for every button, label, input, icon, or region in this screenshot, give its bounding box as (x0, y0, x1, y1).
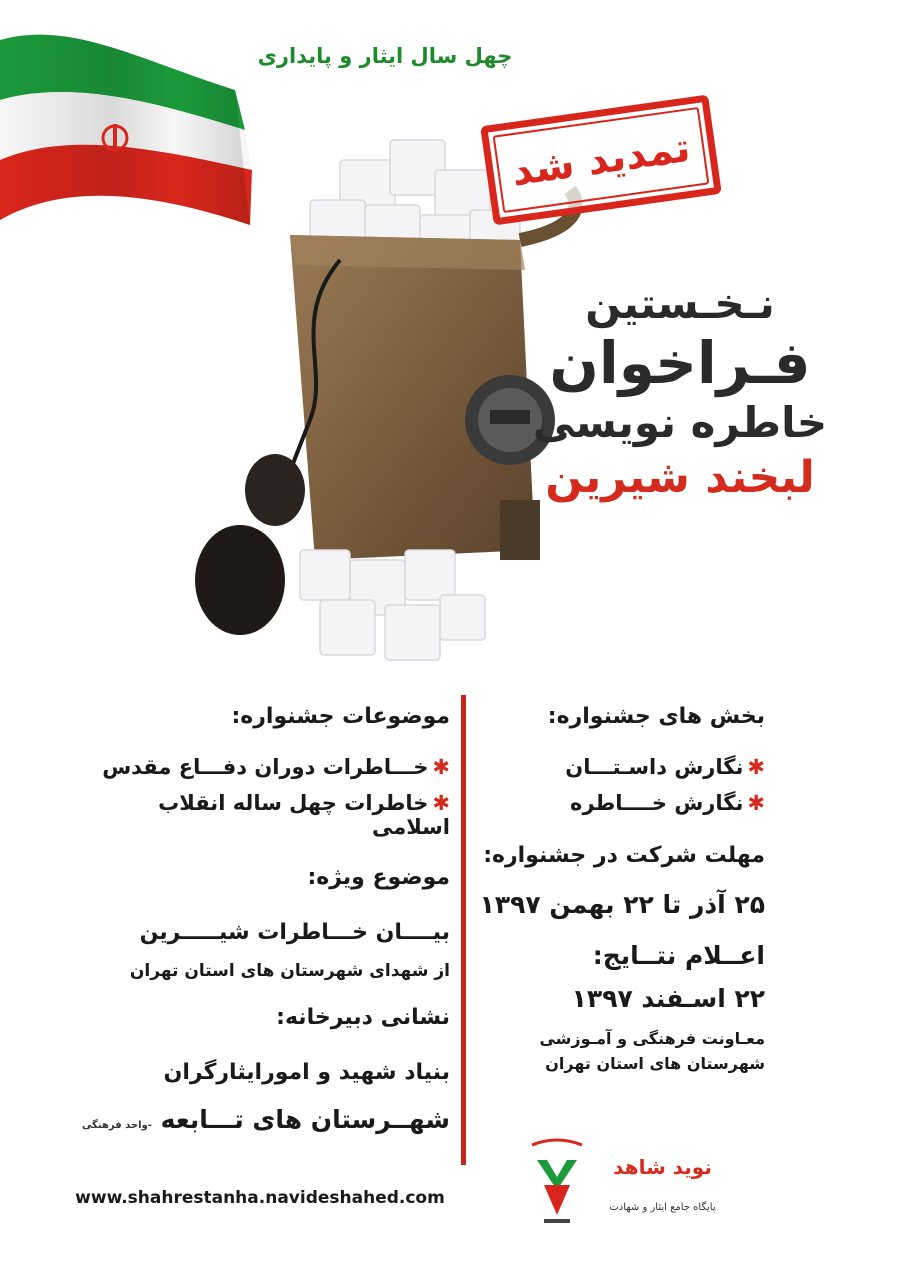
special-line1: بیــــان خـــاطرات شیـــــرین (139, 920, 450, 945)
secretariat-line1: بنیاد شهید و اموراﯾﺜﺎرگران (163, 1060, 450, 1085)
topic-item: ✱خـــاطرات دوران دفـــاع مقدس (102, 755, 450, 779)
navid-shahed-logo (605, 1140, 720, 1235)
stamp-text: تمدید شد (508, 124, 694, 196)
navid-shahed-wordmark: نوید شاهد (613, 1155, 712, 1179)
secretariat-line2: شهــرستان های تـــابعه -واحد فرهنگی (81, 1105, 450, 1134)
asterisk-icon: ✱ (432, 791, 450, 815)
organizer-line2: شهرستان های استان تهران (545, 1054, 765, 1073)
results-value: ۲۲ اسـفند ۱۳۹۷ (571, 984, 765, 1013)
secretariat-unit: -واحد فرهنگی (81, 1120, 152, 1131)
column-divider (461, 695, 466, 1165)
headline-first: نـخـستین (585, 279, 775, 328)
secretariat-heading: نشانی دبیرخانه: (276, 1005, 450, 1030)
navid-shahed-caption: پایگاه جامع ایثار و شهادت (609, 1202, 716, 1213)
headline-memoir-writing: خاطره نویسی (532, 398, 828, 447)
slogan: چهل سال ایثار و پایداری (257, 44, 513, 68)
martyr-foundation-logo (522, 1135, 592, 1235)
asterisk-icon: ✱ (747, 791, 765, 815)
deadline-value: ۲۵ آذر تا ۲۲ بهمن ۱۳۹۷ (479, 890, 765, 919)
headline-call: فـراخوان (549, 329, 811, 397)
section-item: ✱نگارش داسـتـــان (565, 755, 765, 779)
organizer-line1: معـاونت فرهنگی و آمـوزشی (539, 1029, 765, 1048)
left-column (80, 700, 450, 1134)
section-item: ✱نگارش خــــاطره (570, 791, 765, 815)
headline-sweet-smile: لبخند شیرین (545, 452, 815, 503)
special-line2: از شهدای شهرستان های استان تهران (129, 961, 450, 981)
sections-heading: بخش های جشنواره: (547, 704, 765, 729)
headline (530, 278, 830, 506)
asterisk-icon: ✱ (747, 755, 765, 779)
right-column (475, 700, 765, 1073)
deadline-heading: مهلت شرکت در جشنواره: (483, 843, 765, 868)
extended-stamp (480, 94, 722, 225)
special-heading: موضوع ویژه: (307, 865, 450, 890)
asterisk-icon: ✱ (432, 755, 450, 779)
website-url[interactable]: www.shahrestanha.navideshahed.com (75, 1188, 445, 1208)
topic-item: ✱خاطرات چهل ساله انقلاب اسلامی (158, 791, 450, 839)
topics-heading: موضوعات جشنواره: (231, 704, 450, 729)
results-heading: اعــلام نتــایج: (592, 941, 765, 970)
